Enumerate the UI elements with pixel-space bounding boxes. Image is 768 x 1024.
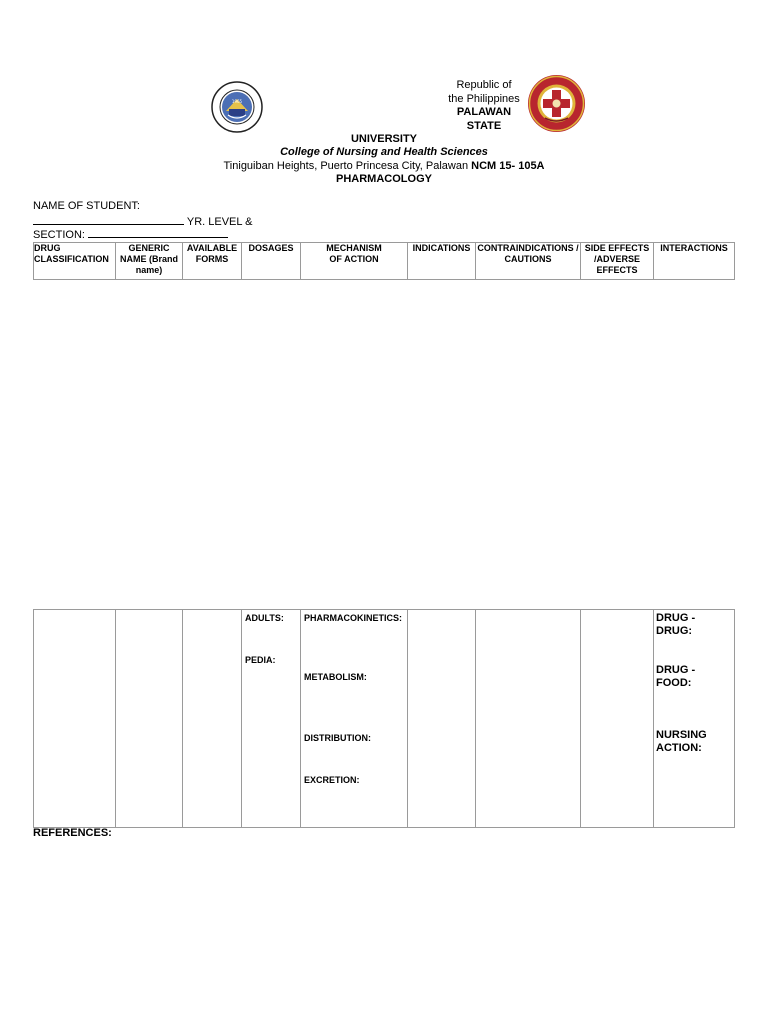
yr-level-label: YR. LEVEL & bbox=[186, 216, 253, 228]
drug-study-body-table bbox=[33, 609, 735, 828]
header-cell-mechanism: MECHANISM OF ACTION bbox=[301, 243, 408, 280]
metabolism-label: METABOLISM: bbox=[304, 672, 367, 682]
header-cell-interactions: INTERACTIONS bbox=[654, 243, 735, 280]
cell-mechanism[interactable] bbox=[301, 610, 408, 828]
cell-dosages[interactable] bbox=[242, 610, 301, 828]
cell-contraindications[interactable] bbox=[476, 610, 581, 828]
student-name-label: NAME OF STUDENT: bbox=[33, 200, 140, 212]
excretion-label: EXCRETION: bbox=[304, 775, 360, 785]
header-republic-line1: Republic of bbox=[456, 79, 512, 91]
header-college: College of Nursing and Health Sciences bbox=[280, 146, 488, 158]
section-label: SECTION: bbox=[33, 229, 85, 241]
drug-drug-label: DRUG - DRUG: bbox=[656, 612, 696, 637]
cell-indications[interactable] bbox=[408, 610, 476, 828]
distribution-label: DISTRIBUTION: bbox=[304, 733, 371, 743]
palawan-state-university-seal bbox=[211, 81, 263, 133]
header-cell-drug-classification: DRUG CLASSIFICATION bbox=[34, 243, 116, 280]
cell-side-effects[interactable] bbox=[581, 610, 654, 828]
section-blank[interactable] bbox=[88, 227, 228, 238]
adults-label: ADULTS: bbox=[245, 613, 284, 623]
header-university: UNIVERSITY bbox=[350, 133, 417, 145]
header-cell-dosages: DOSAGES bbox=[242, 243, 301, 280]
cell-generic-name[interactable] bbox=[116, 610, 183, 828]
references-label: REFERENCES: bbox=[33, 827, 112, 839]
header-palawan: PALAWAN bbox=[456, 106, 512, 118]
cell-drug-classification[interactable] bbox=[34, 610, 116, 828]
cell-available-forms[interactable] bbox=[183, 610, 242, 828]
header-address: Tiniguiban Heights, Puerto Princesa City, Palawan bbox=[223, 160, 469, 172]
header-address-line bbox=[0, 160, 768, 173]
student-name-blank[interactable] bbox=[33, 214, 184, 225]
drug-food-label: DRUG - FOOD: bbox=[656, 664, 696, 689]
cell-interactions[interactable] bbox=[654, 610, 735, 828]
header-cell-indications: INDICATIONS bbox=[408, 243, 476, 280]
header-course-code: NCM 15- 105A bbox=[471, 160, 545, 172]
header-republic-line2: the Philippines bbox=[448, 93, 520, 105]
pedia-label: PEDIA: bbox=[245, 655, 276, 665]
svg-text:1965: 1965 bbox=[231, 99, 243, 104]
header-state: STATE bbox=[466, 120, 502, 132]
header-cell-contraindications: CONTRAINDICATIONS / CAUTIONS bbox=[476, 243, 581, 280]
header-cell-side-effects: SIDE EFFECTS /ADVERSE EFFECTS bbox=[581, 243, 654, 280]
header-subject: PHARMACOLOGY bbox=[336, 173, 432, 185]
drug-study-header-table bbox=[33, 242, 735, 280]
header-cell-generic-name: GENERIC NAME (Brand name) bbox=[116, 243, 183, 280]
header-cell-available-forms: AVAILABLE FORMS bbox=[183, 243, 242, 280]
section-line bbox=[33, 227, 228, 242]
college-of-nursing-seal bbox=[527, 74, 586, 133]
pharmacokinetics-label: PHARMACOKINETICS: bbox=[304, 613, 402, 623]
nursing-action-label: NURSING ACTION: bbox=[656, 729, 707, 754]
